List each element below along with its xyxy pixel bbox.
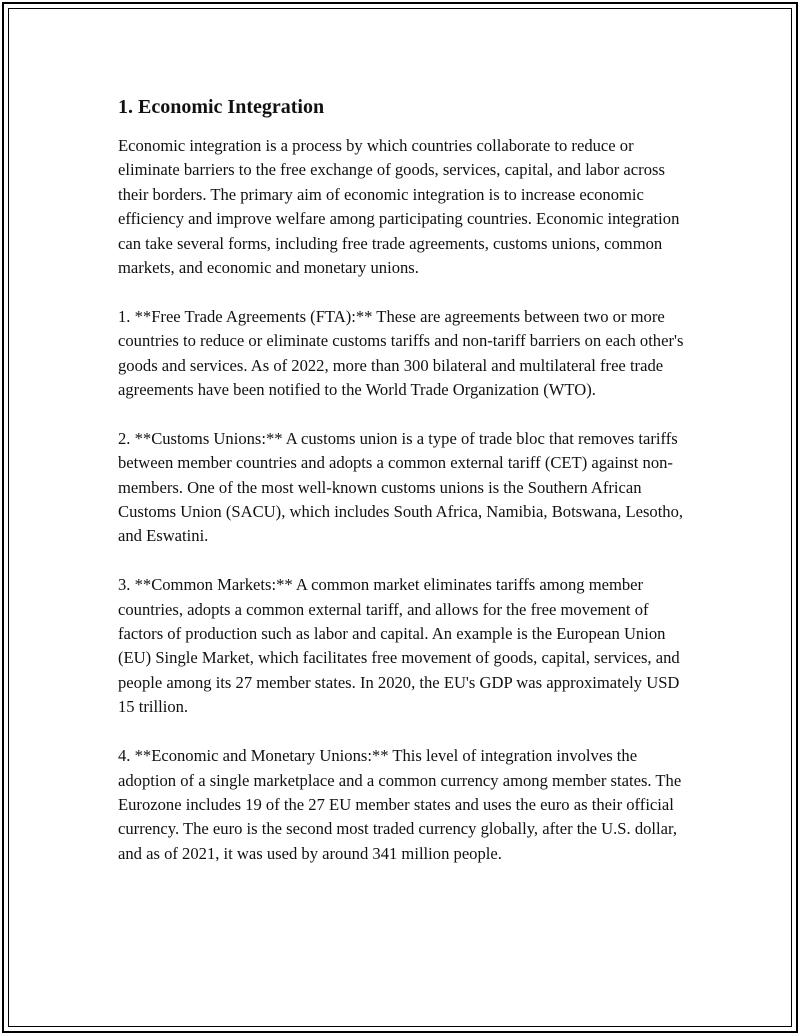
section-heading: 1. Economic Integration bbox=[118, 96, 325, 118]
paragraph-economic-monetary-unions: 4. **Economic and Monetary Unions:** This level of integration involves the adoption of a single marketplace and a common currency among member states. The Eurozone includes 19 of the 27 EU member states and uses the euro as their official currency. The euro is the second most traded currency globally, after the U.S. dollar, and as of 2021, it was used by around 341 million people. bbox=[118, 746, 682, 863]
paragraph-free-trade-agreements: 1. **Free Trade Agreements (FTA):** These are agreements between two or more countries to reduce or eliminate customs tariffs and non-tariff barriers on each other's goods and services. As of 2022, more than 300 bilateral and multilateral free trade agreements have been notified to the World Trade Organization (WTO). bbox=[118, 306, 684, 400]
paragraph-customs-unions: 2. **Customs Unions:** A customs union is a type of trade bloc that removes tariffs between member countries and adopts a common external tariff (CET) against non-members. One of the most well-known customs unions is the Southern African Customs Union (SACU), which includes South Africa, Namibia, Botswana, Lesotho, and Eswatini. bbox=[118, 428, 684, 546]
paragraph-common-markets: 3. **Common Markets:** A common market eliminates tariffs among member countries, adopts a common external tariff, and allows for the free movement of factors of production such as labor and capital. An example is the European Union (EU) Single Market, which facilitates free movement of goods, capital, services, and people among its 27 member states. In 2020, the EU's GDP was approximately USD 15 trillion. bbox=[118, 575, 680, 717]
paragraph-intro: Economic integration is a process by which countries collaborate to reduce or eliminate barriers to the free exchange of goods, services, capital, and labor across their borders. The primary aim of economic integration is to increase economic efficiency and improve welfare among participating countries. Economic integration can take several forms, including free trade agreements, customs unions, common markets, and economic and monetary unions. bbox=[118, 136, 680, 278]
document-body bbox=[118, 94, 690, 891]
